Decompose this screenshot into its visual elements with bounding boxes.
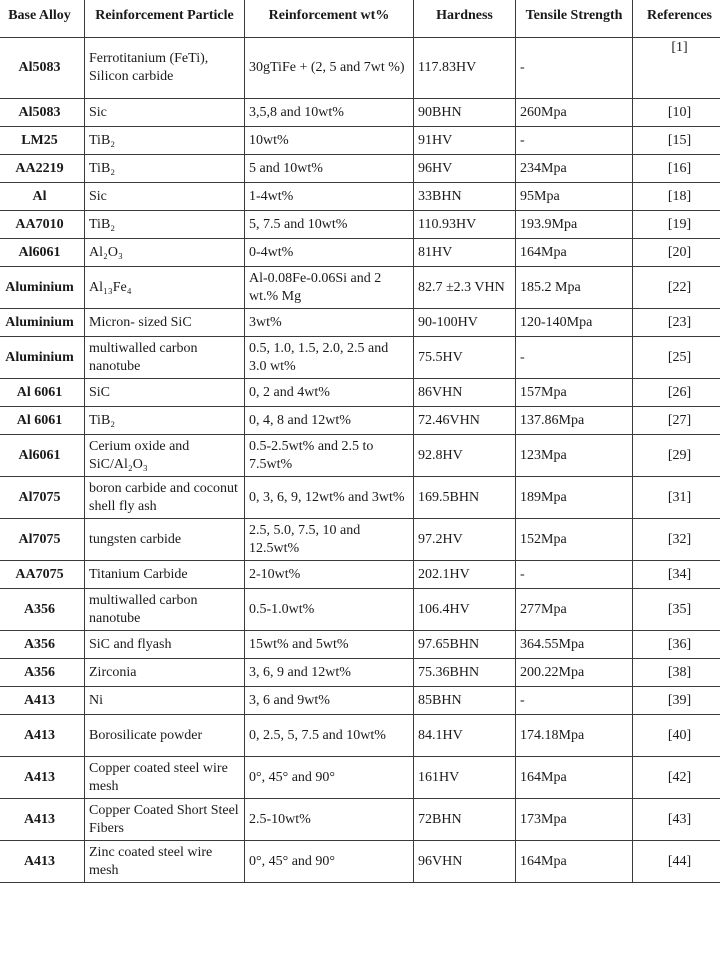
base-alloy-cell: Al5083 [0,99,85,127]
reference-cell: [34] [633,561,720,589]
tensile-strength-cell: - [516,561,633,589]
reinforcement-wt-cell: Al-0.08Fe-0.06Si and 2 wt.% Mg [245,267,414,309]
reinforcement-particle-cell: TiB₂ [85,155,245,183]
reference-cell: [26] [633,379,720,407]
reference-cell: [22] [633,267,720,309]
reinforcement-wt-cell: 30gTiFe + (2, 5 and 7wt %) [245,38,414,99]
table-row [0,155,720,183]
table-row [0,309,720,337]
base-alloy-cell: AA2219 [0,155,85,183]
reinforcement-wt-cell: 2.5-10wt% [245,799,414,841]
reinforcement-wt-cell: 3wt% [245,309,414,337]
reinforcement-wt-cell: 0, 3, 6, 9, 12wt% and 3wt% [245,477,414,519]
base-alloy-cell: AA7075 [0,561,85,589]
reference-cell: [39] [633,687,720,715]
reinforcement-particle-cell: TiB₂ [85,127,245,155]
table-row [0,435,720,477]
reinforcement-particle-cell: Zinc coated steel wire mesh [85,841,245,883]
table-row [0,841,720,883]
header-tensile-strength: Tensile Strength [516,0,633,38]
hardness-cell: 91HV [414,127,516,155]
reinforcement-wt-cell: 5 and 10wt% [245,155,414,183]
table-row [0,757,720,799]
tensile-strength-cell: 173Mpa [516,799,633,841]
reference-cell: [35] [633,589,720,631]
tensile-strength-cell: 364.55Mpa [516,631,633,659]
reinforcement-particle-cell: SiC [85,379,245,407]
hardness-cell: 75.5HV [414,337,516,379]
table-row [0,239,720,267]
reinforcement-particle-cell: SiC and flyash [85,631,245,659]
base-alloy-cell: Aluminium [0,337,85,379]
reinforcement-particle-cell: Sic [85,183,245,211]
reinforcement-wt-cell: 0-4wt% [245,239,414,267]
reinforcement-particle-cell: Ni [85,687,245,715]
hardness-cell: 90BHN [414,99,516,127]
hardness-cell: 202.1HV [414,561,516,589]
base-alloy-cell: A356 [0,659,85,687]
reinforcement-wt-cell: 0, 2 and 4wt% [245,379,414,407]
reference-cell: [43] [633,799,720,841]
reinforcement-wt-cell: 0.5, 1.0, 1.5, 2.0, 2.5 and 3.0 wt% [245,337,414,379]
reference-cell: [36] [633,631,720,659]
reinforcement-particle-cell: Micron- sized SiC [85,309,245,337]
hardness-cell: 72.46VHN [414,407,516,435]
table-row [0,38,720,99]
base-alloy-cell: A356 [0,589,85,631]
reinforcement-particle-cell: Zirconia [85,659,245,687]
hardness-cell: 86VHN [414,379,516,407]
reinforcement-wt-cell: 5, 7.5 and 10wt% [245,211,414,239]
reinforcement-particle-cell: Borosilicate powder [85,715,245,757]
reference-cell: [25] [633,337,720,379]
hardness-cell: 81HV [414,239,516,267]
hardness-cell: 169.5BHN [414,477,516,519]
hardness-cell: 97.2HV [414,519,516,561]
base-alloy-cell: Al7075 [0,477,85,519]
reinforcement-wt-cell: 0°, 45° and 90° [245,841,414,883]
hardness-cell: 117.83HV [414,38,516,99]
table-row [0,211,720,239]
hardness-cell: 33BHN [414,183,516,211]
reinforcement-particle-cell: TiB₂ [85,211,245,239]
base-alloy-cell: AA7010 [0,211,85,239]
base-alloy-cell: Aluminium [0,309,85,337]
reinforcement-wt-cell: 0.5-1.0wt% [245,589,414,631]
tensile-strength-cell: 234Mpa [516,155,633,183]
base-alloy-cell: A413 [0,687,85,715]
reinforcement-wt-cell: 3,5,8 and 10wt% [245,99,414,127]
base-alloy-cell: A413 [0,715,85,757]
table-row [0,687,720,715]
hardness-cell: 82.7 ±2.3 VHN [414,267,516,309]
reference-cell: [32] [633,519,720,561]
reinforcement-particle-cell: Copper coated steel wire mesh [85,757,245,799]
table-row [0,589,720,631]
reinforcement-particle-cell: tungsten carbide [85,519,245,561]
tensile-strength-cell: 123Mpa [516,435,633,477]
tensile-strength-cell: 120-140Mpa [516,309,633,337]
header-row [0,0,720,38]
hardness-cell: 85BHN [414,687,516,715]
table-row [0,379,720,407]
table-row [0,99,720,127]
reinforcement-wt-cell: 2.5, 5.0, 7.5, 10 and 12.5wt% [245,519,414,561]
reference-cell: [42] [633,757,720,799]
reference-cell: [1] [633,38,720,99]
table-row [0,407,720,435]
table-row [0,659,720,687]
header-reinforcement-particle: Reinforcement Particle [85,0,245,38]
reinforcement-particle-cell: boron carbide and coconut shell fly ash [85,477,245,519]
reference-cell: [16] [633,155,720,183]
reinforcement-wt-cell: 15wt% and 5wt% [245,631,414,659]
reinforcement-wt-cell: 2-10wt% [245,561,414,589]
hardness-cell: 106.4HV [414,589,516,631]
table-row [0,519,720,561]
tensile-strength-cell: 164Mpa [516,841,633,883]
reinforcement-particle-cell: Al₁₃Fe₄ [85,267,245,309]
reinforcement-wt-cell: 10wt% [245,127,414,155]
reference-cell: [15] [633,127,720,155]
reinforcement-particle-cell: Sic [85,99,245,127]
reference-cell: [27] [633,407,720,435]
reference-cell: [18] [633,183,720,211]
tensile-strength-cell: 193.9Mpa [516,211,633,239]
tensile-strength-cell: 189Mpa [516,477,633,519]
tensile-strength-cell: 164Mpa [516,239,633,267]
table-row [0,127,720,155]
table-row [0,267,720,309]
header-references: References [633,0,720,38]
tensile-strength-cell: 277Mpa [516,589,633,631]
reinforcement-wt-cell: 3, 6, 9 and 12wt% [245,659,414,687]
hardness-cell: 92.8HV [414,435,516,477]
reinforcement-particle-cell: multiwalled carbon nanotube [85,337,245,379]
reinforcement-wt-cell: 0°, 45° and 90° [245,757,414,799]
base-alloy-cell: Aluminium [0,267,85,309]
table-row [0,715,720,757]
tensile-strength-cell: 95Mpa [516,183,633,211]
hardness-cell: 96HV [414,155,516,183]
reference-cell: [44] [633,841,720,883]
tensile-strength-cell: 157Mpa [516,379,633,407]
tensile-strength-cell: - [516,337,633,379]
base-alloy-cell: A413 [0,841,85,883]
tensile-strength-cell: 185.2 Mpa [516,267,633,309]
base-alloy-cell: A413 [0,799,85,841]
base-alloy-cell: Al 6061 [0,379,85,407]
reference-cell: [10] [633,99,720,127]
reinforcement-particle-cell: TiB₂ [85,407,245,435]
reference-cell: [40] [633,715,720,757]
tensile-strength-cell: 200.22Mpa [516,659,633,687]
base-alloy-cell: Al [0,183,85,211]
header-reinforcement-wt: Reinforcement wt% [245,0,414,38]
hardness-cell: 72BHN [414,799,516,841]
reference-cell: [23] [633,309,720,337]
tensile-strength-cell: 137.86Mpa [516,407,633,435]
reinforcement-wt-cell: 0, 2.5, 5, 7.5 and 10wt% [245,715,414,757]
tensile-strength-cell: 174.18Mpa [516,715,633,757]
base-alloy-cell: LM25 [0,127,85,155]
tensile-strength-cell: - [516,687,633,715]
reinforcement-wt-cell: 1-4wt% [245,183,414,211]
tensile-strength-cell: 164Mpa [516,757,633,799]
table-row [0,799,720,841]
reinforcement-wt-cell: 0, 4, 8 and 12wt% [245,407,414,435]
reinforcement-particle-cell: Copper Coated Short Steel Fibers [85,799,245,841]
table-row [0,631,720,659]
base-alloy-cell: Al 6061 [0,407,85,435]
hardness-cell: 75.36BHN [414,659,516,687]
reference-cell: [20] [633,239,720,267]
hardness-cell: 110.93HV [414,211,516,239]
table-row [0,561,720,589]
header-hardness: Hardness [414,0,516,38]
reference-cell: [19] [633,211,720,239]
reinforcement-particle-cell: multiwalled carbon nanotube [85,589,245,631]
hardness-cell: 84.1HV [414,715,516,757]
hardness-cell: 97.65BHN [414,631,516,659]
hardness-cell: 90-100HV [414,309,516,337]
table-row [0,337,720,379]
reference-cell: [29] [633,435,720,477]
hardness-cell: 161HV [414,757,516,799]
hardness-cell: 96VHN [414,841,516,883]
reinforcement-wt-cell: 3, 6 and 9wt% [245,687,414,715]
reference-cell: [38] [633,659,720,687]
reinforcement-particle-cell: Titanium Carbide [85,561,245,589]
reference-cell: [31] [633,477,720,519]
tensile-strength-cell: - [516,38,633,99]
table-row [0,477,720,519]
tensile-strength-cell: - [516,127,633,155]
header-base-alloy: Base Alloy [0,0,85,38]
base-alloy-cell: A413 [0,757,85,799]
base-alloy-cell: Al6061 [0,239,85,267]
base-alloy-cell: Al6061 [0,435,85,477]
table-row [0,183,720,211]
tensile-strength-cell: 152Mpa [516,519,633,561]
reinforcement-particle-cell: Ferrotitanium (FeTi), Silicon carbide [85,38,245,99]
table-body [0,38,720,883]
base-alloy-cell: A356 [0,631,85,659]
base-alloy-cell: Al5083 [0,38,85,99]
reinforcement-wt-cell: 0.5-2.5wt% and 2.5 to 7.5wt% [245,435,414,477]
reinforcement-particle-cell: Cerium oxide and SiC/Al₂O₃ [85,435,245,477]
base-alloy-cell: Al7075 [0,519,85,561]
tensile-strength-cell: 260Mpa [516,99,633,127]
reinforcement-particle-cell: Al₂O₃ [85,239,245,267]
